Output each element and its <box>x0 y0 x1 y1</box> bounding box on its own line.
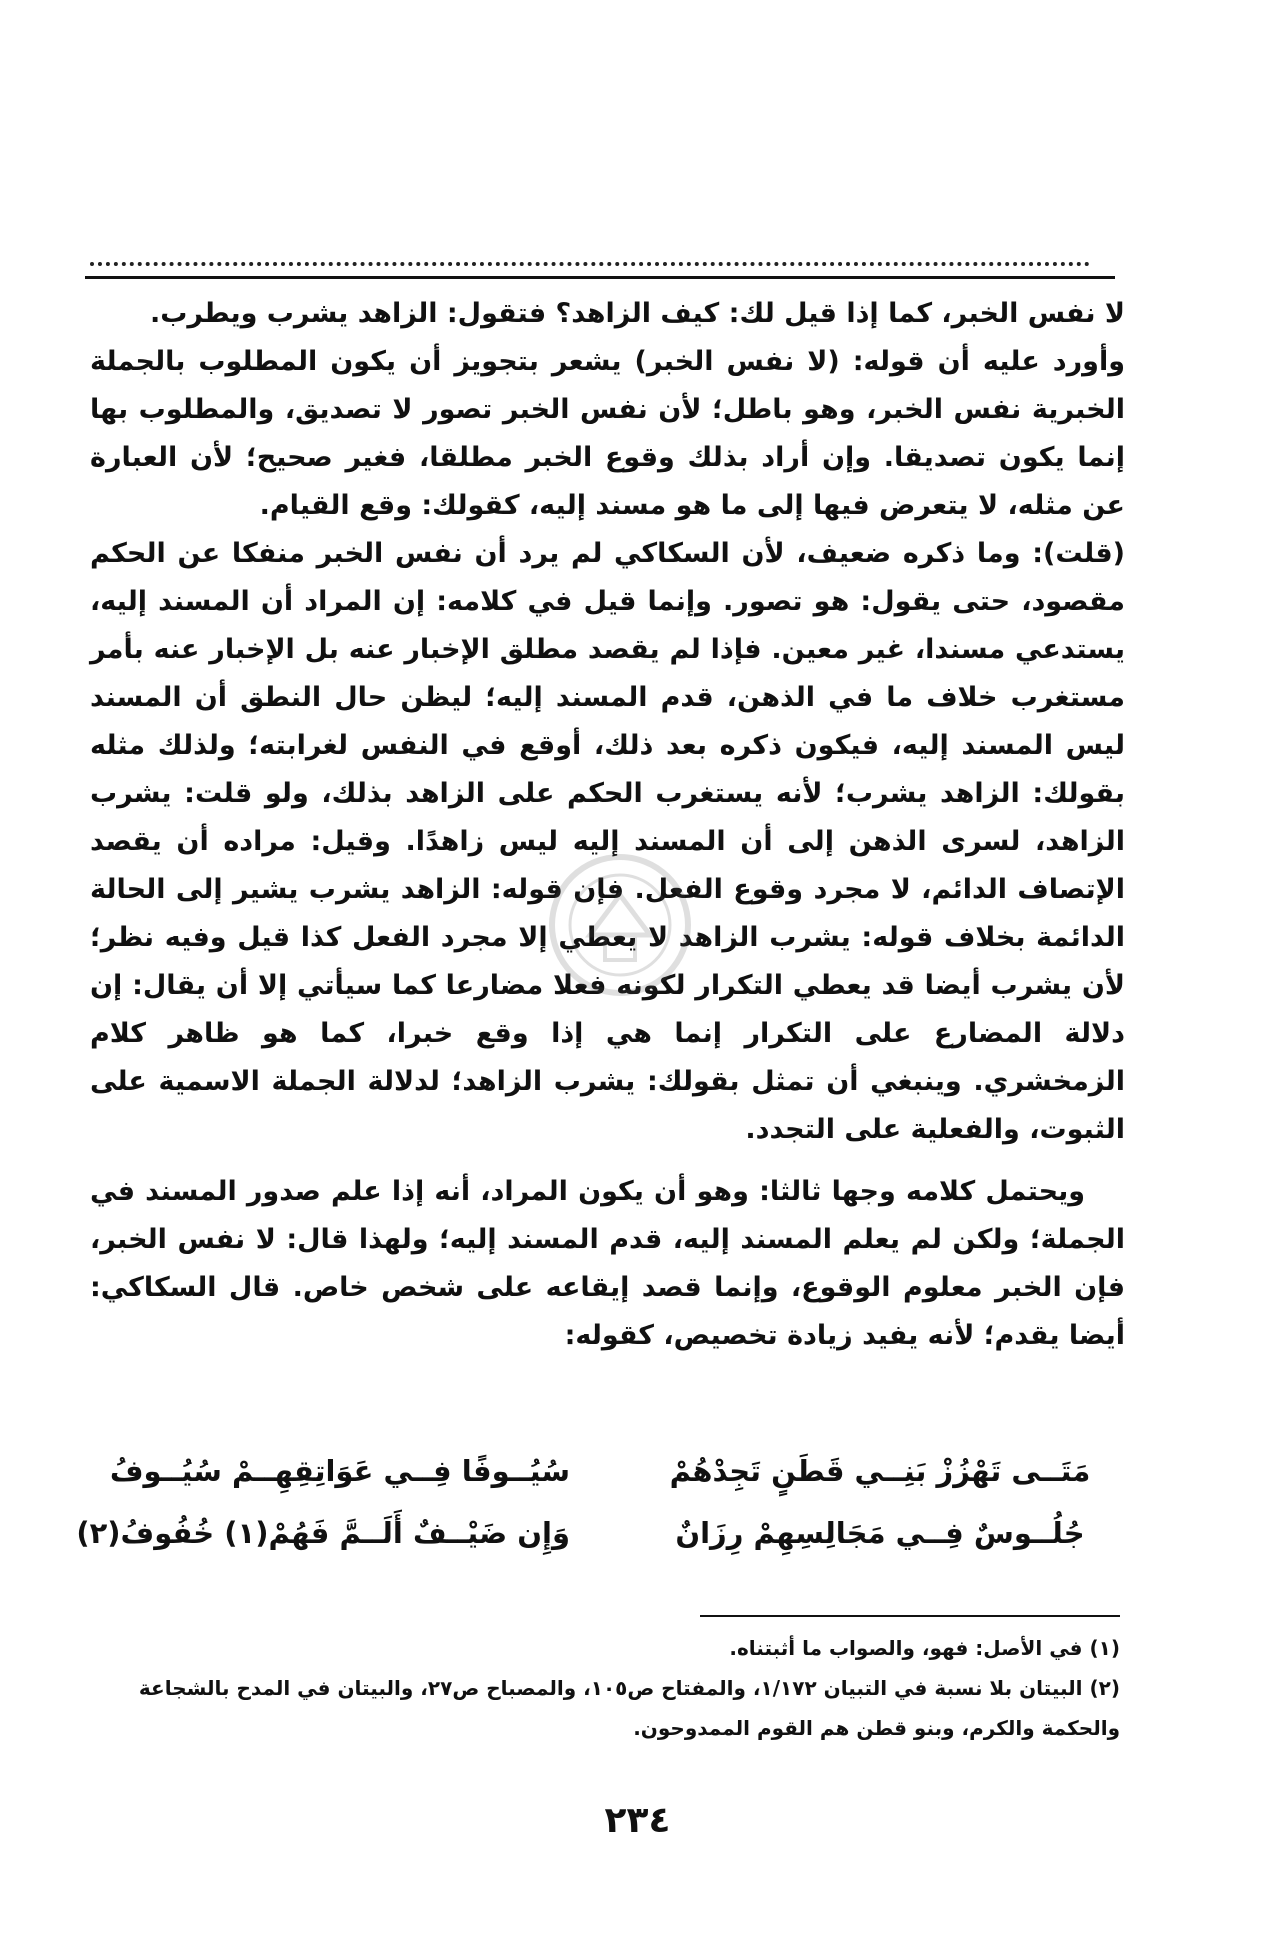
paragraph-3: (قلت): وما ذكره ضعيف، لأن السكاكي لم يرد أن نفس الخبر منفكا عن الحكم مقصود، حتى يقول: هو تصور. وإنما قيل في كلامه: إن المراد أن المسند إليه، يستدعي مسندا، غير معين. فإذا لم يقصد مطلق الإخبار عنه بل الإخبار عنه بأمر مستغرب خلاف ما في الذهن، قدم المسند إليه؛ ليظن حال النطق أن المسند ليس المسند إليه، فيكون ذكره بعد ذلك، أوقع في النفس لغرابته؛ ولذلك مثله بقولك: الزاهد يشرب؛ لأنه يستغرب الحكم على الزاهد بذلك، ولو قلت: يشرب الزاهد، لسرى الذهن إلى أن المسند إليه ليس زاهدًا. وقيل: مراده أن يقصد الإتصاف الدائم، لا مجرد وقوع الفعل. فإن قوله: الزاهد يشرب يشير إلى الحالة الدائمة بخلاف قوله: يشرب الزاهد لا يعطي إلا مجرد الفعل كذا قيل وفيه نظر؛ لأن يشرب أيضا قد يعطي التكرار لكونه فعلا مضارعا كما سيأتي إلا أن يقال: إن دلالة المضارع على التكرار إنما هي إذا وقع خبرا، كما هو ظاهر كلام الزمخشري. وينبغي أن تمثل بقولك: يشرب الزاهد؛ لدلالة الجملة الاسمية على الثبوت، والفعلية على التجدد. <box>90 538 1125 1145</box>
main-text <box>90 290 1125 1360</box>
verse-line <box>76 1502 1110 1564</box>
page-number: ٢٣٤ <box>604 1800 671 1841</box>
paragraph-4: ويحتمل كلامه وجها ثالثا: وهو أن يكون المراد، أنه إذا علم صدور المسند في الجملة؛ ولكن لم يعلم المسند إليه، قدم المسند إليه؛ ولهذا قال: لا نفس الخبر، فإن الخبر معلوم الوقوع، وإنما قصد إيقاعه على شخص خاص. قال السكاكي: أيضا يقدم؛ لأنه يفيد زيادة تخصيص، كقوله: <box>90 1176 1125 1351</box>
header-solid-rule <box>85 276 1115 279</box>
poetry-verses <box>76 1440 1110 1564</box>
verse-second-hemistich: سُيُــوفًا فِــي عَوَاتِقِهِــمْ سُيُــوفُ <box>109 1454 570 1488</box>
footnotes <box>90 1628 1120 1748</box>
verse-first-hemistich: مَتَــى تَهْزُزْ بَنِــي قَطَنٍ تَجِدْهُمْ <box>669 1454 1091 1488</box>
verse-line <box>110 1440 1110 1502</box>
paragraph-2: وأورد عليه أن قوله: (لا نفس الخبر) يشعر بتجويز أن يكون المطلوب بالجملة الخبرية نفس الخبر، وهو باطل؛ لأن نفس الخبر تصور لا تصديق، والمطلوب بها إنما يكون تصديقا. وإن أراد بذلك وقوع الخبر مطلقا، فغير صحيح؛ لأن العبارة عن مثله، لا يتعرض فيها إلى ما هو مسند إليه، كقولك: وقع القيام. <box>90 346 1125 521</box>
verse-second-hemistich: وَإِن ضَيْــفٌ أَلَــمَّ فَهُمْ(١) خُفُوفُ(٢) <box>76 1516 570 1550</box>
footnote-separator <box>700 1615 1120 1617</box>
header-dotted-rule <box>90 262 1090 266</box>
paragraph-1: لا نفس الخبر، كما إذا قيل لك: كيف الزاهد؟ فتقول: الزاهد يشرب ويطرب. <box>149 298 1125 329</box>
footnote-2: (٢) البيتان بلا نسبة في التبيان ١/١٧٢، والمفتاح ص١٠٥، والمصباح ص٢٧، والبيتان في المدح بالشجاعة والحكمة والكرم، وبنو قطن هم القوم الممدوحون. <box>138 1676 1120 1740</box>
library-seal-watermark <box>545 850 695 1000</box>
footnote-1: (١) في الأصل: فهو، والصواب ما أثبتناه. <box>729 1636 1120 1660</box>
verse-first-hemistich: جُلُــوسٌ فِــي مَجَالِسِهِمْ رِزَانٌ <box>675 1516 1085 1550</box>
